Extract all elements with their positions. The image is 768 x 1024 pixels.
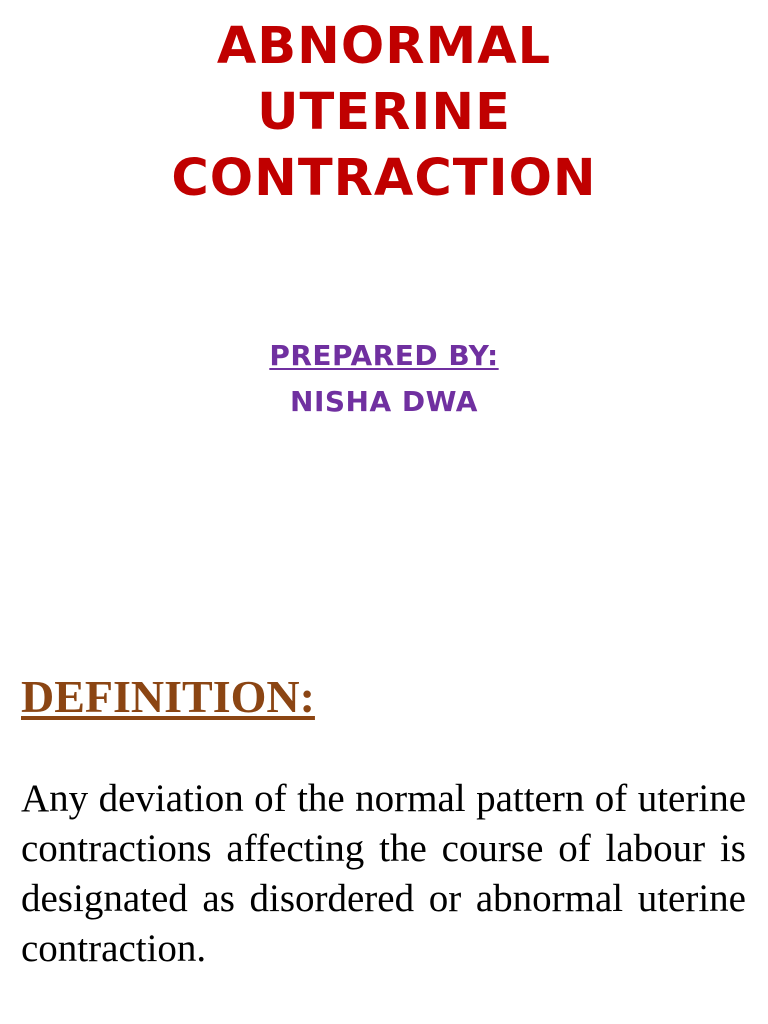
definition-body: Any deviation of the normal pattern of uterine contractions affecting the course of labour is designated as disordered or abnormal uterine contraction. [21,777,746,970]
title-line-3: CONTRACTION [171,149,597,208]
title-line-1: ABNORMAL [216,17,552,76]
slide-title [0,14,768,212]
prepared-by-line [0,333,768,379]
author-block [0,333,768,425]
prepared-by-label: PREPARED BY: [269,339,499,372]
title-line-2: UTERINE [257,83,511,142]
definition-heading: DEFINITION: [21,671,315,722]
author-name: NISHA DWA [290,385,478,418]
